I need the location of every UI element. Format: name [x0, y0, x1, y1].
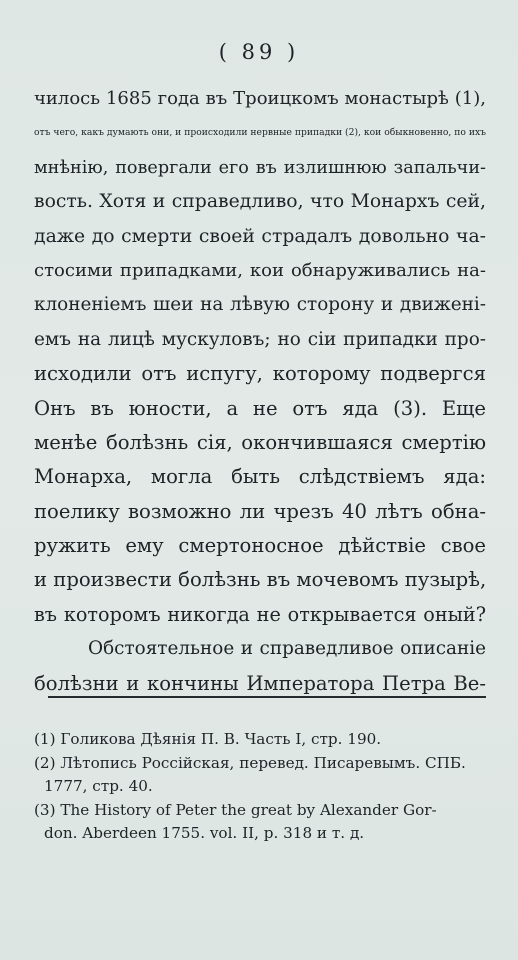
text-line: исходили отъ испугу, которому подвергся	[34, 362, 486, 386]
text-line: менѣе болѣзнь сія, окончившаяся смертію	[34, 430, 486, 454]
text-line: болѣзни и кончины Императора Петра Ве-	[34, 671, 486, 695]
text-line: Монарха, могла быть слѣдствіемъ яда:	[34, 465, 486, 489]
footnote: (2) Лѣтопись Россійская, перевед. Писаревымъ. СПБ.	[34, 753, 466, 772]
text-line: и произвести болѣзнь въ мочевомъ пузырѣ,	[34, 568, 487, 592]
text-line: въ которомъ никогда не открывается оный?	[34, 602, 486, 626]
paragraph-start-line: Обстоятельное и справедливое описаніе	[88, 638, 486, 660]
footnote: (1) Голикова Дѣянія П. В. Часть I, стр. 190.	[34, 730, 382, 748]
footnotes	[34, 728, 494, 846]
text-line: отъ чего, какъ думають они, и происходили нервные припадки (2), кои обыкновенно, по ихъ	[34, 127, 486, 139]
footnote-continuation: don. Aberdeen 1755. vol. II, p. 318 и т. д.	[44, 824, 365, 842]
text-line: вость. Хотя и справедливо, что Монархъ сей,	[34, 191, 486, 213]
footnote: (3) The History of Peter the great by Alexander Gor-	[34, 800, 437, 819]
footnote-divider	[48, 696, 486, 698]
text-line: чилось 1685 года въ Троицкомъ монастырѣ (1),	[34, 88, 486, 109]
text-line: клоненіемъ шеи на лѣвую сторону и движені-	[34, 294, 486, 316]
text-line: ружить ему смертоносное дѣйствіе свое	[34, 534, 486, 558]
text-line: Онъ въ юности, а не отъ яда (3). Еще	[34, 396, 486, 420]
footnote-continuation: 1777, стр. 40.	[44, 777, 153, 795]
text-line: даже до смерти своей страдалъ довольно ча-	[34, 225, 486, 247]
text-line: емъ на лицѣ мускуловъ; но сіи припадки про-	[34, 328, 486, 350]
text-line: поелику возможно ли чрезъ 40 лѣтъ обна-	[34, 499, 486, 523]
page-number: ( 89 )	[218, 40, 300, 64]
text-line: мнѣнію, повергали его въ излишнюю запальчи-	[34, 157, 486, 178]
text-line: стосими припадками, кои обнаруживались на-	[34, 259, 486, 281]
body-text	[34, 82, 486, 701]
